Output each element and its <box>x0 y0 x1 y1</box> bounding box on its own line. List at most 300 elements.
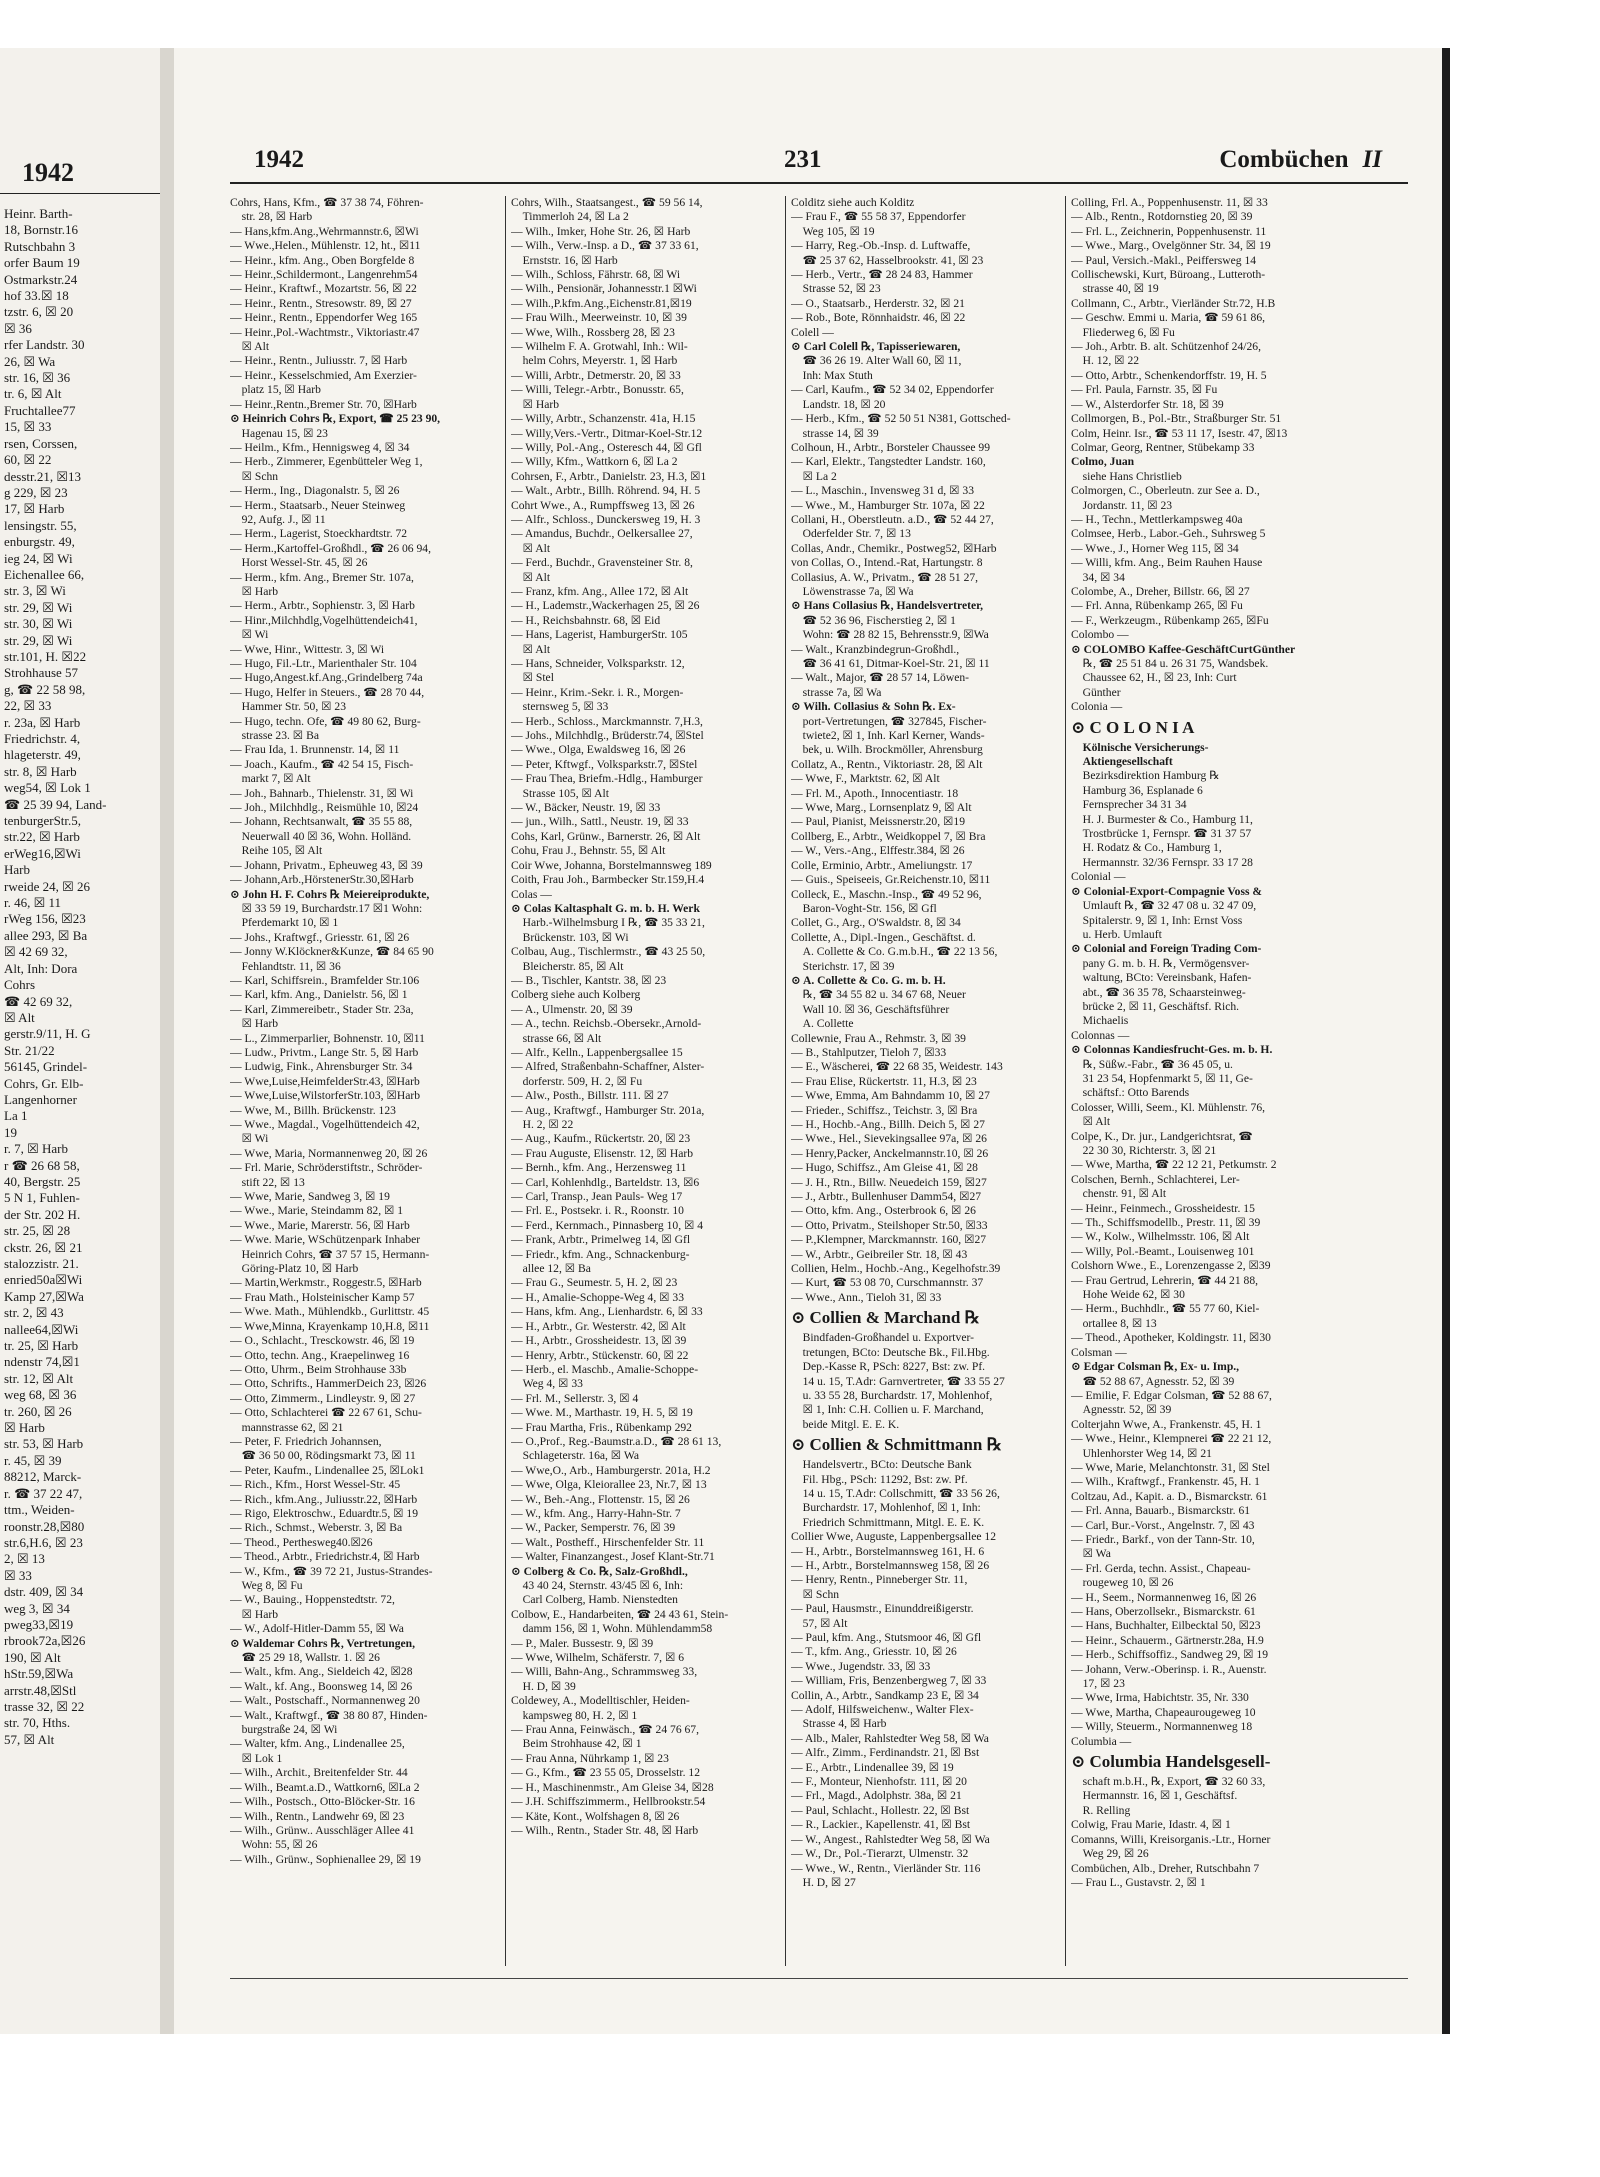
directory-entry-line: — Heinr., Kesselschmied, Am Exerzier- <box>230 368 417 382</box>
directory-entry-line: — Wilh., Grünw., Sophienallee 29, ☒ 19 <box>230 1852 421 1866</box>
directory-entry-line: — Paul, Pianist, Meissnerstr.20, ☒19 <box>791 815 965 829</box>
previous-page-line: r. 46, ☒ 11 <box>4 895 62 911</box>
directory-entry-line: — Hugo, Fil.-Ltr., Marienthaler Str. 104 <box>230 657 417 670</box>
directory-entry-line: — Ferd., Kernmach., Pinnasberg 10, ☒ 4 <box>511 1218 704 1232</box>
directory-entry-line: Wall 10. ☒ 36, Geschäftsführer <box>791 1002 950 1016</box>
directory-entry-line: — Heinr.,Rentn.,Bremer Str. 70, ☒Harb <box>230 397 417 411</box>
directory-entry-line: — G., Kfm., ☎ 23 55 05, Drosselstr. 12 <box>511 1766 700 1780</box>
directory-column-2 <box>511 196 779 1838</box>
directory-entry-line: helm Cohrs, Meyerstr. 1, ☒ Harb <box>511 354 678 368</box>
directory-entry-line: — Frl. M., Sellerstr. 3, ☒ 4 <box>511 1391 639 1405</box>
directory-entry-line: Weg 29, ☒ 26 <box>1071 1847 1149 1861</box>
directory-entry-line: stift 22, ☒ 13 <box>230 1175 305 1189</box>
directory-entry-line: u. Herb. Umlauft <box>1071 927 1162 941</box>
directory-entry-line: — Martin,Werkmstr., Roggestr.5, ☒Harb <box>230 1276 422 1290</box>
previous-page-line: 22, ☒ 33 <box>4 698 52 714</box>
directory-entry-line: — Wilhelm F. A. Grotwahl, Inh.: Wil- <box>511 340 688 354</box>
directory-entry-line: Coldewey, A., Modelltischler, Heiden- <box>511 1694 690 1708</box>
directory-entry-line: Agnesstr. 52, ☒ 39 <box>1071 1403 1172 1417</box>
directory-entry-line: Reihe 105, ☒ Alt <box>230 844 323 858</box>
directory-entry-line: — Heinr., Rentn., Stresowstr. 89, ☒ 27 <box>230 296 412 310</box>
directory-entry-line: — Frau Math., Holsteinischer Kamp 57 <box>230 1290 415 1304</box>
directory-entry-line: Colell — <box>791 325 834 339</box>
directory-entry-line: — Johann,Arb.,HörstenerStr.30,☒Harb <box>230 873 414 887</box>
directory-entry-line: — Heinr., Kraftwf., Mozartstr. 56, ☒ 22 <box>230 282 417 296</box>
directory-entry-line: — Alb., Maler, Rahlstedter Weg 58, ☒ Wa <box>791 1731 989 1745</box>
directory-entry-line: ☒ Harb <box>230 1017 279 1031</box>
directory-entry-line: Colonia — <box>1071 700 1123 714</box>
directory-entry-line: rougeweg 10, ☒ 26 <box>1071 1576 1174 1590</box>
directory-entry-line: Weg 105, ☒ 19 <box>791 224 875 238</box>
directory-entry-line: — Wwe, Hinr., Wittestr. 3, ☒ Wi <box>230 642 385 656</box>
directory-entry-line: Colonnas — <box>1071 1028 1130 1042</box>
directory-entry-line: — Wwe., Marie, Steindamm 82, ☒ 1 <box>230 1204 404 1218</box>
directory-entry-line: chenstr. 91, ☒ Alt <box>1071 1187 1167 1201</box>
directory-entry-line: — Walt., Kranzbindegrun-Großhdl., <box>791 642 960 656</box>
directory-entry-line: — Hugo, techn. Ofe, ☎ 49 80 62, Burg- <box>230 714 421 728</box>
previous-page-line: str. 29, ☒ Wi <box>4 599 73 615</box>
directory-entry-line: — Wwe, Wilhelm, Schäferstr. 7, ☒ 6 <box>511 1651 685 1665</box>
directory-entry-line: — Carl, Kohlenhdlg., Barteldstr. 13, ☒6 <box>511 1175 700 1189</box>
directory-entry-line: ☒ Lok 1 <box>230 1751 283 1765</box>
previous-page-rule <box>0 193 160 194</box>
directory-entry-line: ☒ La 2 <box>791 469 837 483</box>
directory-entry-line: Comanns, Willi, Kreisorganis.-Ltr., Horner <box>1071 1832 1271 1846</box>
previous-page-line: dstr. 409, ☒ 34 <box>4 1584 84 1600</box>
directory-entry-line: Coltzau, Ad., Kapit. a. D., Bismarckstr. 61 <box>1071 1489 1268 1503</box>
directory-entry-line: ☒ Harb <box>230 584 279 598</box>
directory-entry-line: — H., Reichsbahnstr. 68, ☒ Eid <box>511 613 661 627</box>
previous-page-line: rweide 24, ☒ 26 <box>4 878 91 894</box>
directory-entry-line: Aktiengesellschaft <box>1071 755 1173 769</box>
previous-page-line: str. 25, ☒ 28 <box>4 1223 71 1239</box>
directory-entry-line: — Frau G., Seumestr. 5, H. 2, ☒ 23 <box>511 1276 678 1290</box>
directory-entry-line: Wohn: ☎ 28 82 15, Behrensstr.9, ☒Wa <box>791 628 989 642</box>
directory-entry-line: — Wilh., Rentn., Stader Str. 48, ☒ Harb <box>511 1823 699 1837</box>
directory-entry-line: — Wwe., Heinr., Klempnerei ☎ 22 21 12, <box>1071 1432 1272 1446</box>
directory-entry-line: — Jonny W.Klöckner&Kunze, ☎ 84 65 90 <box>230 945 434 959</box>
directory-entry-line: — W., Dr., Pol.-Tierarzt, Ulmenstr. 32 <box>791 1847 969 1861</box>
directory-entry-line: — Kurt, ☎ 53 08 70, Curschmannstr. 37 <box>791 1276 984 1290</box>
directory-entry-line: — T., kfm. Ang., Griesstr. 10, ☒ 26 <box>791 1645 957 1659</box>
directory-entry-line: — Hans, Lagerist, HamburgerStr. 105 <box>511 628 688 642</box>
previous-page-line: str. 3, ☒ Wi <box>4 583 66 599</box>
directory-entry-line: — Wwe. Math., Mühlendkb., Gurlittstr. 45 <box>230 1305 430 1319</box>
directory-entry-line: tretungen, BCto: Deutsche Bk., Fil.Hbg. <box>791 1345 990 1359</box>
previous-page-line: r ☎ 26 68 58, <box>4 1157 80 1173</box>
directory-entry-line: — O., Schlacht., Tresckowstr. 46, ☒ 19 <box>230 1334 415 1348</box>
directory-entry-line: Strasse 105, ☒ Alt <box>511 786 609 800</box>
previous-page-line: ckstr. 26, ☒ 21 <box>4 1239 83 1255</box>
directory-entry-line: — P., Maler. Bussestr. 9, ☒ 39 <box>511 1636 654 1650</box>
previous-page-line: r. 45, ☒ 39 <box>4 1452 62 1468</box>
previous-page-line: 19 <box>4 1124 17 1140</box>
directory-entry-line: — Friedr., kfm. Ang., Schnackenburg- <box>511 1247 690 1261</box>
directory-entry-line: ☒ Harb <box>230 1607 279 1621</box>
header-rule <box>230 182 1408 184</box>
directory-entry-line: ⊙ John H. F. Cohrs ℞ Meiereiprodukte, <box>230 887 430 901</box>
directory-entry-line: — W., Arbtr., Geibreiler Str. 18, ☒ 43 <box>791 1247 968 1261</box>
directory-entry-line: Colbau, Aug., Tischlermstr., ☎ 43 25 50, <box>511 945 706 959</box>
directory-entry-line: — Alfr., Kelln., Lappenbergsallee 15 <box>511 1045 683 1059</box>
previous-page-line: Heinr. Barth- <box>4 206 73 221</box>
directory-entry-line: — Otto, Uhrm., Beim Strohhause 33b <box>230 1362 407 1376</box>
directory-entry-line: — Guis., Speiseeis, Gr.Reichenstr.10, ☒11 <box>791 873 991 887</box>
directory-entry-line: bek, u. Wilh. Brockmöller, Ahrensburg <box>791 743 983 757</box>
directory-entry-line: ⊙ Wilh. Collasius & Sohn ℞. Ex- <box>791 700 956 714</box>
previous-page-line: Ostmarkstr.24 <box>4 271 78 287</box>
directory-entry-line: — B., Stahlputzer, Tieloh 7, ☒33 <box>791 1045 947 1059</box>
previous-page-line: Str. 21/22 <box>4 1042 55 1058</box>
directory-entry-line: — Karl, Zimmereibetr., Stader Str. 23a, <box>230 1002 414 1016</box>
directory-entry-line: — Frau Gertrud, Lehrerin, ☎ 44 21 88, <box>1071 1273 1259 1287</box>
directory-entry-line: — Hugo, Helfer in Steuers., ☎ 28 70 44, <box>230 685 425 699</box>
directory-entry-line: — Wwe, M., Billh. Brückenstr. 123 <box>230 1103 396 1117</box>
directory-entry-line: — Hans, Oberzollsekr., Bismarckstr. 61 <box>1071 1605 1256 1618</box>
directory-entry-line: ☎ 25 29 18, Wallstr. 1. ☒ 26 <box>230 1651 380 1665</box>
previous-page-line: 40, Bergstr. 25 <box>4 1173 81 1189</box>
directory-entry-line: — H., Seem., Normannenweg 16, ☒ 26 <box>1071 1590 1257 1604</box>
directory-entry-line: — H., Arbtr., Grossheidestr. 13, ☒ 39 <box>511 1334 687 1348</box>
directory-entry-line: — Henry, Rentn., Pinneberger Str. 11, <box>791 1573 968 1587</box>
directory-entry-line: — F., Monteur, Nienhofstr. 111, ☒ 20 <box>791 1775 967 1789</box>
directory-entry-line: ⊙ Columbia Handelsgesell- <box>1071 1752 1271 1772</box>
previous-page-line: allee 293, ☒ Ba <box>4 927 88 943</box>
directory-entry-line: — E., Wäscherei, ☎ 22 68 35, Weidestr. 143 <box>791 1060 1003 1074</box>
directory-entry-line: — O.,Prof., Reg.-Baumstr.a.D., ☎ 28 61 13, <box>511 1434 722 1448</box>
previous-page-line: ndenstr 74,☒1 <box>4 1354 80 1370</box>
directory-entry-line: — Heinr., Rentn., Juliusstr. 7, ☒ Harb <box>230 354 408 368</box>
directory-entry-line: — jun., Wilh., Sattl., Neustr. 19, ☒ 33 <box>511 815 689 829</box>
directory-entry-line: Colas — <box>511 887 552 901</box>
directory-entry-line: Colmorgen, C., Oberleutn. zur See a. D., <box>1071 484 1260 498</box>
directory-entry-line: Strasse 4, ☒ Harb <box>791 1717 887 1731</box>
directory-entry-line: — Johann, Privatm., Epheuweg 43, ☒ 39 <box>230 858 423 872</box>
directory-entry-line: Colmar, Georg, Rentner, Stübekamp 33 <box>1071 440 1255 454</box>
previous-page-line: Alt, Inh: Dora <box>4 960 78 976</box>
previous-page-line: ☒ 33 <box>4 1567 32 1583</box>
directory-entry-line: Hagenau 15, ☒ 23 <box>230 426 328 440</box>
directory-entry-line: — Herb., Schiffsoffiz., Sandweg 29, ☒ 19 <box>1071 1648 1269 1662</box>
directory-entry-line: kampsweg 80, H. 2, ☒ 1 <box>511 1708 638 1722</box>
directory-entry-line: Cohrs, Wilh., Staatsangest., ☎ 59 56 14, <box>511 196 703 209</box>
directory-entry-line: — Wilh., Rentn., Landwehr 69, ☒ 23 <box>230 1809 405 1823</box>
directory-entry-line: Colmsee, Herb., Labor.-Geh., Suhrsweg 5 <box>1071 527 1266 541</box>
directory-entry-line: — Wwe, Olga, Kleiorallee 23, Nr.7, ☒ 13 <box>511 1478 707 1492</box>
directory-entry-line: Collischewski, Kurt, Büroang., Lutteroth- <box>1071 268 1266 282</box>
previous-page-line: rbrook72a,☒26 <box>4 1633 86 1649</box>
directory-entry-line: Colosser, Willi, Seem., Kl. Mühlenstr. 76, <box>1071 1100 1266 1114</box>
previous-page-line: 56145, Grindel- <box>4 1059 88 1075</box>
previous-page-line: Cohrs <box>4 977 36 993</box>
directory-entry-line: — R., Lackier., Kapellenstr. 41, ☒ Bst <box>791 1818 971 1832</box>
previous-page-line: 15, ☒ 33 <box>4 419 52 435</box>
directory-entry-line: — Carl, Bur.-Vorst., Angelnstr. 7, ☒ 43 <box>1071 1518 1255 1532</box>
previous-page-line: str. 30, ☒ Wi <box>4 616 73 632</box>
directory-entry-line: — Wwe., Hel., Sievekingsallee 97a, ☒ 26 <box>791 1132 987 1146</box>
previous-page-line: desstr.21, ☒13 <box>4 468 82 484</box>
directory-entry-line: — F., Werkzeugm., Rübenkamp 265, ☒Fu <box>1071 613 1269 627</box>
directory-entry-line: — Herm., Arbtr., Sophienstr. 3, ☒ Harb <box>230 599 415 613</box>
directory-entry-line: allee 12, ☒ Ba <box>511 1262 591 1276</box>
directory-entry-line: Schlageterstr. 16a, ☒ Wa <box>511 1449 640 1463</box>
directory-entry-line: — Hans, kfm. Ang., Lienhardstr. 6, ☒ 33 <box>511 1305 703 1319</box>
directory-entry-line: — Herb., el. Maschb., Amalie-Schoppe- <box>511 1362 699 1376</box>
previous-page-line: Kamp 27,☒Wa <box>4 1288 84 1304</box>
directory-entry-line: Colwig, Frau Marie, Idastr. 4, ☒ 1 <box>1071 1818 1231 1832</box>
previous-page-line: 57, ☒ Alt <box>4 1731 55 1747</box>
directory-entry-line: Collmann, C., Arbtr., Vierländer Str.72, H.B <box>1071 296 1276 310</box>
directory-entry-line: — Wwe,Luise,WilstorferStr.103, ☒Harb <box>230 1089 421 1103</box>
directory-entry-line: Uhlenhorster Weg 14, ☒ 21 <box>1071 1446 1212 1460</box>
directory-entry-line: str. 28, ☒ Harb <box>230 210 313 224</box>
column-separator <box>785 196 786 1966</box>
directory-entry-line: ☒ 1, Inh: C.H. Collien u. F. Marchand, <box>791 1403 984 1417</box>
directory-entry-line: — Franz, kfm. Ang., Allee 172, ☒ Alt <box>511 584 689 598</box>
directory-entry-line: — Frl. Marie, Schröderstiftstr., Schröder- <box>230 1161 423 1175</box>
directory-entry-line: — Heinr., Rentn., Eppendorfer Weg 165 <box>230 311 418 325</box>
directory-entry-line: Bindfaden-Großhandel u. Exportver- <box>791 1331 974 1345</box>
directory-entry-line: Colpe, K., Dr. jur., Landgerichtsrat, ☎ <box>1071 1129 1253 1143</box>
directory-entry-line: ⊙ Waldemar Cohrs ℞, Vertretungen, <box>230 1636 416 1650</box>
directory-entry-line: Inh: Max Stuth <box>791 368 873 382</box>
directory-entry-line: — H., Amalie-Schoppe-Weg 4, ☒ 33 <box>511 1290 685 1304</box>
directory-entry-line: — H., Arbtr., Borstelmannsweg 161, H. 6 <box>791 1544 985 1558</box>
previous-page-line: r. ☎ 37 22 47, <box>4 1485 83 1501</box>
directory-entry-line: — Willi, Telegr.-Arbtr., Bonusstr. 65, <box>511 383 684 397</box>
directory-entry-line: Colhoun, H., Arbtr., Borsteler Chaussee 99 <box>791 440 991 454</box>
directory-entry-line: — Hinr.,Milchhdlg,Vogelhüttendeich41, <box>230 613 418 627</box>
directory-entry-line: Cohrt Wwe., A., Rumpffsweg 13, ☒ 26 <box>511 498 695 512</box>
directory-entry-line: strasse 40, ☒ 19 <box>1071 282 1159 296</box>
directory-entry-line: — H., Maschinenmstr., Am Gleise 34, ☒28 <box>511 1780 714 1794</box>
directory-entry-line: platz 15, ☒ Harb <box>230 383 321 397</box>
directory-entry-line: Hamburg 36, Esplanade 6 <box>1071 783 1203 797</box>
directory-entry-line: Horst Wessel-Str. 45, ☒ 26 <box>230 556 368 570</box>
previous-page-line: hof 33.☒ 18 <box>4 288 69 304</box>
directory-entry-line: — Frl. L., Zeichnerin, Poppenhusenstr. 11 <box>1071 224 1267 238</box>
directory-entry-line: Collmorgen, B., Pol.-Btr., Straßburger Str. 51 <box>1071 412 1282 426</box>
directory-entry-line: ☒ Harb <box>511 397 560 411</box>
directory-entry-line: — Aug., Kraftwgf., Hamburger Str. 201a, <box>511 1103 705 1117</box>
directory-page <box>174 48 1442 2034</box>
directory-entry-line: ⊙ Colonial and Foreign Trading Com- <box>1071 942 1262 956</box>
directory-entry-line: Coir Wwe, Johanna, Borstelmannsweg 189 <box>511 858 712 872</box>
directory-entry-line: — Peter, Kftwgf., Volksparkstr.7, ☒Stel <box>511 757 698 771</box>
directory-entry-line: — Wilh.,P.kfm.Ang.,Eichenstr.81,☒19 <box>511 296 692 310</box>
directory-entry-line: — Peter, F. Friedrich Johannsen, <box>230 1434 382 1448</box>
directory-entry-line: ⊙ COLOMBO Kaffee-GeschäftCurtGünther <box>1071 642 1296 656</box>
directory-entry-line: 14 u. 15, T.Adr: Collschmitt, ☎ 33 56 26, <box>791 1486 1000 1500</box>
directory-entry-line: Collatz, A., Rentn., Viktoriastr. 28, ☒ Alt <box>791 757 983 771</box>
directory-entry-line: — Frau Thea, Briefm.-Hdlg., Hamburger <box>511 772 703 786</box>
directory-entry-line: Fil. Hbg., PSch: 11292, Bst: zw. Pf. <box>791 1472 968 1486</box>
directory-entry-line: — Wwe, Emma, Am Bahndamm 10, ☒ 27 <box>791 1089 990 1103</box>
directory-entry-line: Löwenstrasse 7a, ☒ Wa <box>791 584 914 598</box>
directory-entry-line: — Paul, Schlacht., Hollestr. 22, ☒ Bst <box>791 1803 970 1817</box>
previous-page-line: tenburgerStr.5, <box>4 813 82 829</box>
directory-entry-line: ⊙ Colonial-Export-Compagnie Voss & <box>1071 884 1263 898</box>
directory-entry-line: Colditz siehe auch Kolditz <box>791 196 915 209</box>
directory-entry-line: — Wwe,O., Arb., Hamburgerstr. 201a, H.2 <box>511 1463 711 1477</box>
directory-entry-line: waltung, BCto: Vereinsbank, Hafen- <box>1071 971 1252 985</box>
directory-entry-line: — Wilh., Imker, Hohe Str. 26, ☒ Harb <box>511 224 691 238</box>
directory-entry-line: Spitalerstr. 9, ☒ 1, Inh: Ernst Voss <box>1071 913 1243 927</box>
directory-entry-line: — Heinr., kfm. Ang., Oben Borgfelde 8 <box>230 253 415 267</box>
directory-entry-line: ⊙ Hans Collasius ℞, Handelsvertreter, <box>791 599 984 613</box>
directory-entry-line: ☒ Alt <box>511 541 551 555</box>
directory-entry-line: sternsweg 5, ☒ 33 <box>511 700 609 714</box>
directory-entry-line: Cohrsen, F., Arbtr., Danielstr. 23, H.3, ☒1 <box>511 469 707 483</box>
directory-entry-line: — Walt., kfm. Ang., Sieldeich 42, ☒28 <box>230 1665 413 1679</box>
previous-page-line: stalozzistr. 21. <box>4 1256 79 1271</box>
directory-entry-line: Göring-Platz 10, ☒ Harb <box>230 1262 359 1276</box>
directory-entry-line: brücke 2, ☒ 11, Geschäftsf. Rich. <box>1071 999 1240 1013</box>
directory-entry-line: u. 33 55 28, Burchardstr. 17, Mohlenhof, <box>791 1388 993 1402</box>
directory-entry-line: — Frau Anna, Feinwäsch., ☎ 24 76 67, <box>511 1723 700 1737</box>
directory-entry-line: Fernsprecher 34 31 34 <box>1071 798 1187 812</box>
directory-entry-line: Baron-Voght-Str. 156, ☒ Gfl <box>791 901 937 915</box>
directory-entry-line: Harb.-Wilhelmsburg I ℞, ☎ 35 33 21, <box>511 916 705 930</box>
directory-entry-line: Neuerwall 40 ☒ 36, Wohn. Holländ. <box>230 829 412 843</box>
directory-entry-line: Strasse 52, ☒ 23 <box>791 282 881 296</box>
directory-entry-line: — Paul, Versich.-Makl., Peiffersweg 14 <box>1071 253 1257 267</box>
previous-page-line: pweg33,☒19 <box>4 1616 74 1632</box>
directory-entry-line: ℞, ☎ 25 51 84 u. 26 31 75, Wandsbek. <box>1071 657 1269 670</box>
directory-entry-line: ⊙ Heinrich Cohrs ℞, Export, ☎ 25 23 90, <box>230 412 441 426</box>
directory-entry-line: Colombo — <box>1071 628 1129 642</box>
directory-entry-line: — Walt., kf. Ang., Boonsweg 14, ☒ 26 <box>230 1679 413 1693</box>
column-separator <box>505 196 506 1966</box>
previous-page-line: ttm., Weiden- <box>4 1502 75 1518</box>
previous-page-line: rsen, Corssen, <box>4 435 78 451</box>
column-separator <box>1065 196 1066 1966</box>
directory-entry-line: — Walt., Arbtr., Billh. Röhrend. 94, H. 5 <box>511 484 701 498</box>
directory-entry-line: — Frau Auguste, Elisenstr. 12, ☒ Harb <box>511 1146 694 1160</box>
directory-entry-line: Cohu, Frau J., Behnstr. 55, ☒ Alt <box>511 844 666 858</box>
directory-entry-line: Umlauft ℞, ☎ 32 47 08 u. 32 47 09, <box>1071 899 1257 913</box>
directory-entry-line: — W., Vers.-Ang., Elffestr.384, ☒ 26 <box>791 844 965 858</box>
directory-entry-line: — Hans, Schneider, Volksparkstr. 12, <box>511 657 685 670</box>
directory-entry-line: — Wilh., Schloss, Fährstr. 68, ☒ Wi <box>511 268 681 282</box>
directory-entry-line: — Johann, Verw.-Oberinsp. i. R., Auenstr. <box>1071 1662 1267 1676</box>
previous-page-line: hStr.59,☒Wa <box>4 1666 74 1682</box>
directory-entry-line: Heinrich Cohrs, ☎ 37 57 15, Hermann- <box>230 1247 430 1261</box>
directory-entry-line: — Joach., Kaufm., ☎ 42 54 15, Fisch- <box>230 757 414 771</box>
previous-page-line: hlageterstr. 49, <box>4 747 81 763</box>
directory-entry-line: strasse 14, ☒ 39 <box>791 426 879 440</box>
directory-entry-line: Weg 8, ☒ Fu <box>230 1579 303 1592</box>
directory-entry-line: ☒ Wi <box>230 628 269 642</box>
directory-entry-line: ⊙ Colberg & Co. ℞, Salz-Großhdl., <box>511 1564 688 1578</box>
previous-page-line: 26, ☒ Wa <box>4 353 56 369</box>
directory-entry-line: — Käte, Kont., Wolfshagen 8, ☒ 26 <box>511 1809 680 1823</box>
directory-entry-line: Colleck, E., Maschn.-Insp., ☎ 49 52 96, <box>791 887 982 901</box>
previous-page-line: g, ☎ 22 58 98, <box>4 681 86 697</box>
directory-entry-line: — Ludw., Privtm., Lange Str. 5, ☒ Harb <box>230 1045 419 1059</box>
directory-entry-line: — Frl. Paula, Farnstr. 35, ☒ Fu <box>1071 383 1218 397</box>
directory-entry-line: — Wwe, Martha, Chapeaurougeweg 10 <box>1071 1705 1256 1719</box>
directory-entry-line: — Heinr., Krim.-Sekr. i. R., Morgen- <box>511 685 684 699</box>
directory-entry-line: beide Mitgl. E. E. K. <box>791 1417 900 1431</box>
directory-entry-line: — Wwe., Marie, Marerstr. 56, ☒ Harb <box>230 1218 410 1232</box>
directory-entry-line: Collet, G., Arg., O'Swaldstr. 8, ☒ 34 <box>791 916 961 930</box>
directory-entry-line: ⊙ Edgar Colsman ℞, Ex- u. Imp., <box>1071 1360 1240 1374</box>
directory-entry-line: ☒ Alt <box>511 642 551 656</box>
directory-entry-line: Collette, A., Dipl.-Ingen., Geschäftst. d. <box>791 930 976 944</box>
directory-entry-line: — Wwe, Martha, ☎ 22 12 21, Petkumstr. 2 <box>1071 1158 1277 1172</box>
previous-page-line: tr. 25, ☒ Harb <box>4 1338 79 1354</box>
directory-entry-line: — Wwe, F., Marktstr. 62, ☒ Alt <box>791 772 940 786</box>
directory-entry-line: ortallee 8, ☒ 13 <box>1071 1316 1157 1330</box>
directory-entry-line: H. D, ☒ 27 <box>791 1875 856 1889</box>
directory-entry-line: — Herm., Lagerist, Stoeckhardtstr. 72 <box>230 527 408 541</box>
directory-entry-line: 31 23 54, Hopfenmarkt 5, ☒ 11, Ge- <box>1071 1071 1253 1085</box>
directory-entry-line: — Karl, Elektr., Tangstedter Landstr. 160, <box>791 455 986 469</box>
page-header-year: 1942 <box>254 146 304 173</box>
directory-entry-line: — W., Alsterdorfer Str. 18, ☒ 39 <box>1071 397 1224 411</box>
directory-entry-line: Colm, Heinr. Isr., ☎ 53 11 17, Isestr. 47, ☒13 <box>1071 426 1288 440</box>
directory-entry-line: H. D, ☒ 39 <box>511 1679 576 1693</box>
previous-page-line: str. 16, ☒ 36 <box>4 370 71 386</box>
directory-entry-line: H. 2, ☒ 22 <box>511 1118 574 1131</box>
directory-entry-line: — Walter, kfm. Ang., Lindenallee 25, <box>230 1737 405 1751</box>
directory-column-3 <box>791 196 1059 1890</box>
directory-entry-line: ⊙ Collien & Marchand ℞ <box>791 1308 980 1328</box>
directory-entry-line: — Th., Schiffsmodellb., Prestr. 11, ☒ 39 <box>1071 1216 1261 1230</box>
directory-entry-line: — A., techn. Reichsb.-Obersekr.,Arnold- <box>511 1017 702 1031</box>
directory-entry-line: Oderfelder Str. 7, ☒ 13 <box>791 527 911 541</box>
directory-entry-line: — Paul, Hausmstr., Einunddreißigerstr. <box>791 1602 974 1616</box>
directory-entry-line: — Frau Anna, Nührkamp 1, ☒ 23 <box>511 1751 669 1765</box>
directory-entry-line: — Herb., Kfm., ☎ 52 50 51 N381, Gottsched- <box>791 412 1011 426</box>
previous-page-line: roonstr.28,☒80 <box>4 1518 85 1534</box>
directory-entry-line: — Heinr.,Schildermont., Langenrehm54 <box>230 268 418 282</box>
directory-entry-line: ☒ Wa <box>1071 1547 1111 1561</box>
previous-page-line: 17, ☒ Harb <box>4 501 65 517</box>
directory-entry-line: — Hans, Buchhalter, Eilbecktal 50, ☒23 <box>1071 1619 1261 1633</box>
directory-entry-line: — Wwe., M., Hamburger Str. 107a, ☒ 22 <box>791 498 985 512</box>
previous-page-line: str. 12, ☒ Alt <box>4 1370 74 1386</box>
previous-page-line: Rutschbahn 3 <box>4 238 76 254</box>
directory-entry-line: — Wwe, Marie, Melanchtonstr. 31, ☒ Stel <box>1071 1460 1270 1474</box>
directory-entry-line: — Wwe., Magdal., Vogelhüttendeich 42, <box>230 1118 420 1131</box>
directory-entry-line: Collberg, E., Arbtr., Weidkoppel 7, ☒ Bra <box>791 829 986 843</box>
directory-entry-line: — Paul, kfm. Ang., Stutsmoor 46, ☒ Gfl <box>791 1631 982 1644</box>
directory-entry-line: — Wwe, Irma, Habichtstr. 35, Nr. 330 <box>1071 1691 1249 1705</box>
directory-entry-line: — Henry, Arbtr., Stückenstr. 60, ☒ 22 <box>511 1348 689 1362</box>
directory-entry-line: Kölnische Versicherungs- <box>1071 740 1209 754</box>
page-number: 231 <box>784 146 822 173</box>
previous-page-line: enburgstr. 49, <box>4 534 75 550</box>
directory-entry-line: — Wilh., Grünw.. Ausschläger Allee 41 <box>230 1823 415 1837</box>
previous-page-line: ☒ 36 <box>4 320 32 336</box>
directory-entry-line: Hermannstr. 32/36 Fernspr. 33 17 28 <box>1071 855 1253 869</box>
previous-page-line: Harb <box>4 862 30 878</box>
previous-page-line: ☒ 42 69 32, <box>4 944 68 960</box>
previous-page-line: Langenhorner <box>4 1091 77 1107</box>
directory-entry-line: — Rich., Kfm., Horst Wessel-Str. 45 <box>230 1478 401 1492</box>
directory-entry-line: — Rigo, Elektroschw., Eduardtr.5, ☒ 19 <box>230 1506 419 1520</box>
previous-page-line: gerstr.9/11, H. G <box>4 1026 91 1042</box>
previous-page-line: enried50a☒Wi <box>4 1272 83 1288</box>
directory-entry-line: — Herb., Zimmerer, Egenbütteler Weg 1, <box>230 455 423 469</box>
directory-entry-line: H. J. Burmester & Co., Hamburg 11, <box>1071 812 1253 826</box>
directory-entry-line: Columbia — <box>1071 1734 1132 1748</box>
directory-entry-line: — Johann, Rechtsanwalt, ☎ 35 55 88, <box>230 815 413 829</box>
directory-entry-line: ☒ 33 59 19, Burchardstr.17 ☒1 Wohn: <box>230 901 423 915</box>
directory-entry-line: — Hugo, Schiffsz., Am Gleise 41, ☒ 28 <box>791 1161 978 1175</box>
